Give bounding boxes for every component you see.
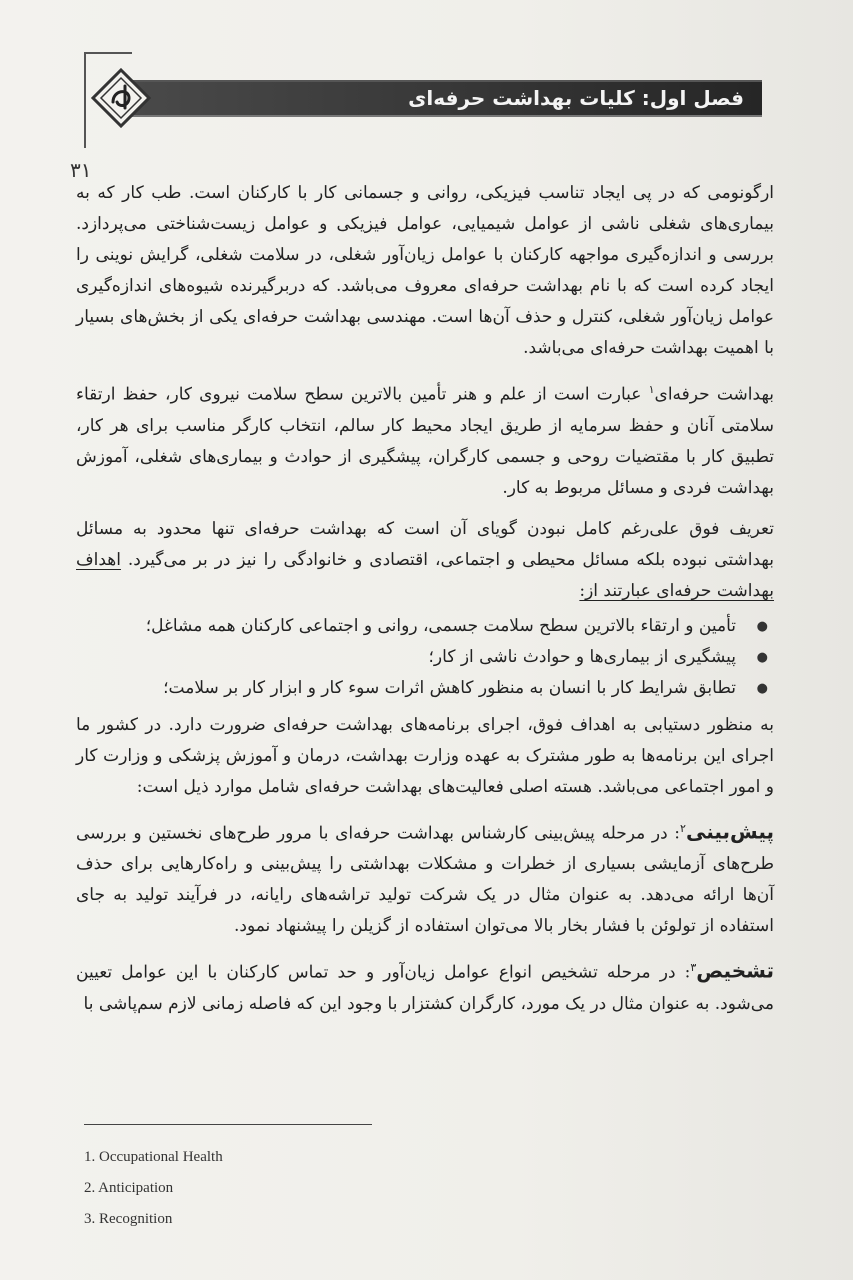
footnote-item: 3. Recognition [84,1211,173,1227]
main-text [76,178,774,1030]
paragraph-recognition [76,952,774,1020]
footnote-divider [84,1124,372,1125]
paragraph-ergonomics: ارگونومی که در پی ایجاد تناسب فیزیکی، روانی و جسمانی کار با کارکنان است. طب کار که به بیماری‌های شغلی ناشی از عوامل شیمیایی، عوامل فیزیکی و عوامل زیست‌شناختی می‌پردازد. بررسی و اندازه‌گیری مواجهه کارکنان با عوامل زیان‌آور شغلی، در سلامت شغلی، گرایش نوینی را ایجاد کرده است که با نام بهداشت حرفه‌ای معروف می‌باشد. که دربرگیرنده شیوه‌های اندازه‌گیری عوامل زیان‌آور شغلی، کنترل و حذف آن‌ها است. مهندسی بهداشت حرفه‌ای یکی از بخش‌های بسیار با اهمیت بهداشت حرفه‌ای می‌باشد. [76,183,774,358]
footnotes [84,1142,223,1235]
footnote-ref-2: ۲ [680,821,686,835]
chapter-header-bar [120,80,762,117]
heading-recognition: تشخیص [696,958,774,983]
footnote-ref-1: ۱ [648,383,655,396]
goals-heading: اهداف بهداشت حرفه‌ای عبارتند از: [76,549,774,601]
paragraph-definition [76,374,774,504]
anticipation-text: : در مرحله پیش‌بینی کارشناس بهداشت حرفه‌ای با مرور طرح‌های نخستین و بررسی طرح‌های آزمایشی بسیاری از خطرات و مشکلات بهداشتی را پیش‌بینی و راه‌کارهایی برای حذف آن‌ها ارائه می‌دهد. به عنوان مثال در یک شرکت تولید تراشه‌های رایانه، در فرآیند تولید به جای استفاده از تولوئن با فشار بخار بالا می‌توان استفاده از گزیلن را پیشنهاد نمود. [76,823,774,937]
paragraph-anticipation [76,813,774,943]
recognition-text: : در مرحله تشخیص انواع عوامل زیان‌آور و حد تماس کارکنان با این عوامل تعیین می‌شود. به عنوان مثال در یک مورد، کارگران کشتزار با وجود این که فاصله زمانی لازم سم‌پاشی با [76,962,774,1014]
page-number: ۳۱ [70,158,92,182]
chapter-title: فصل اول: کلیات بهداشت حرفه‌ای [408,86,744,110]
goals-intro-text: تعریف فوق علی‌رغم کامل نبودن گویای آن است که بهداشت حرفه‌ای تنها محدود به مسائل بهداشتی نبوده بلکه مسائل محیطی و اجتماعی، اقتصادی و خانوادگی را نیز در بر می‌گیرد. [76,518,774,570]
heading-anticipation: پیش‌بینی [685,819,774,844]
goal-item: ● تطابق شرایط کار با انسان به منظور کاهش اثرات سوء کار و ابزار کار بر سلامت؛ [76,673,736,704]
definition-text: عبارت است از علم و هنر تأمین بالاترین سطح سلامت نیروی کار، حفظ ارتقاء سلامتی آنان و حفظ سرمایه از طریق ایجاد محیط کار سالم، انتخاب کارگر مناسب برای هر کار، تطبیق کار با مقتضیات روحی و جسمی کارگران، پیشگیری از حوادث و بیماری‌های شغلی، آموزش بهداشت فردی و مسائل مربوط به کار. [76,384,774,498]
footnote-item: 1. Occupational Health [84,1149,223,1165]
goal-item: ● تأمین و ارتقاء بالاترین سطح سلامت جسمی، روانی و اجتماعی کارکنان همه مشاغل؛ [76,611,736,642]
footnote-ref-3: ۳ [690,961,697,975]
publisher-logo-icon [91,68,151,128]
goal-item: ● پیشگیری از بیماری‌ها و حوادث ناشی از کار؛ [76,642,736,673]
term-occupational-health: بهداشت حرفه‌ای [654,384,775,405]
header-frame-vertical [84,52,86,148]
paragraph-programs: به منظور دستیابی به اهداف فوق، اجرای برنامه‌های بهداشت حرفه‌ای ضرورت دارد. در کشور ما اجرای این برنامه‌ها به طور مشترک به عهده وزارت بهداشت، درمان و آموزش پزشکی و وزارت کار و امور اجتماعی می‌باشد. هسته اصلی فعالیت‌های بهداشت حرفه‌ای شامل موارد ذیل است: [76,714,774,797]
header-frame-line [84,52,132,54]
footnote-item: 2. Anticipation [84,1180,174,1196]
paragraph-goals-intro [76,514,774,607]
goals-list [76,611,774,704]
